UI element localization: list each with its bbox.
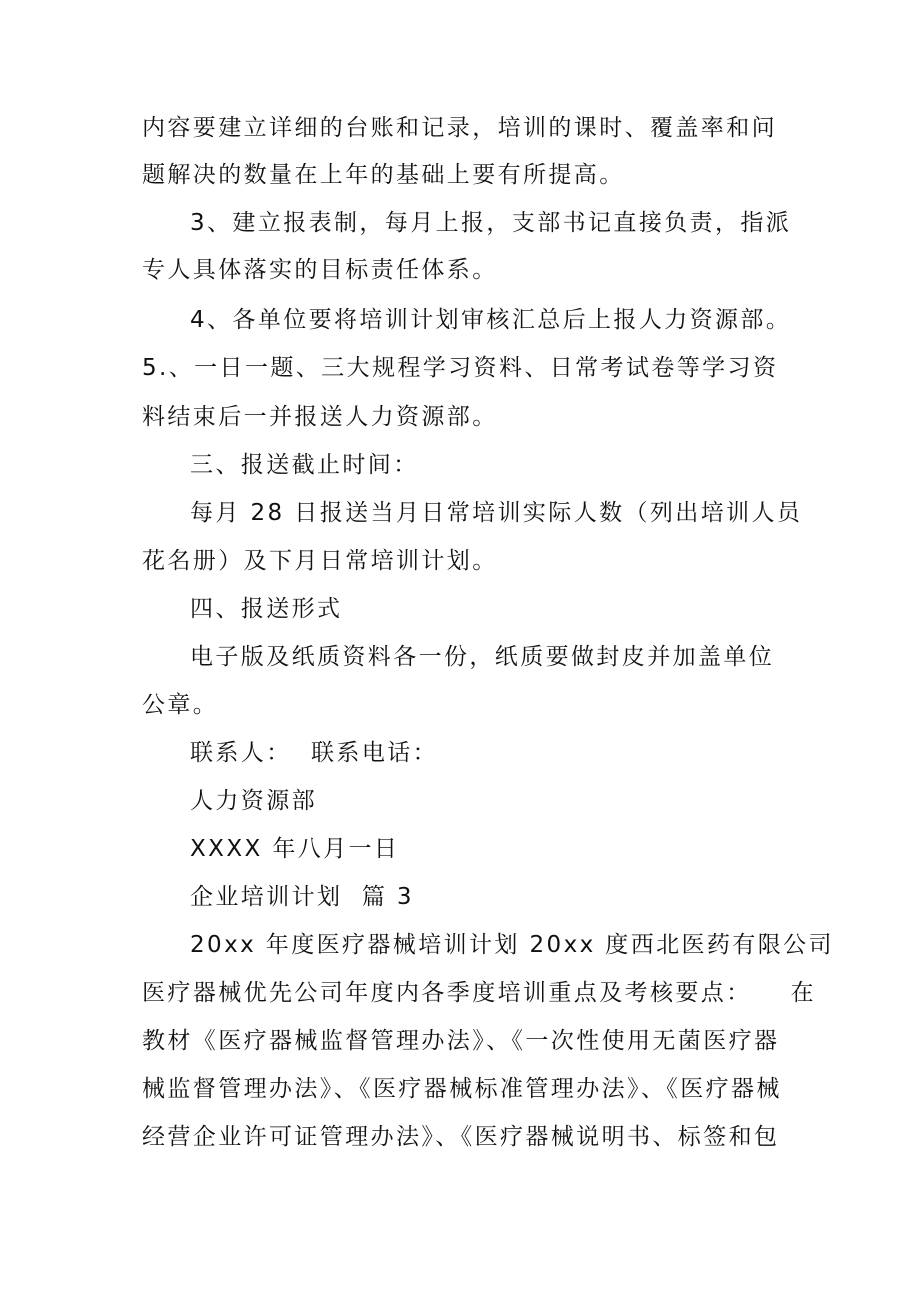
text-line: 料结束后一并报送人力资源部。 (142, 404, 498, 430)
text-line: 内容要建立详细的台账和记录，培训的课时、覆盖率和问 (142, 115, 777, 141)
contact-line: 联系人： 联系电话： (190, 740, 439, 766)
text-line: 械监督管理办法》、《医疗器械标准管理办法》、《医疗器械 (142, 1076, 782, 1102)
text-line: 电子版及纸质资料各一份，纸质要做封皮并加盖单位 (190, 644, 775, 670)
section-heading: 三、报送截止时间： (190, 452, 419, 478)
section-title: 企业培训计划 篇 3 (190, 884, 414, 910)
text-line: 20xx 年度医疗器械培训计划 20xx 度西北医药有限公司 (190, 932, 834, 958)
text-line: 医疗器械优先公司年度内各季度培训重点及考核要点： 在 (142, 980, 816, 1006)
department-signature: 人力资源部 (190, 788, 317, 814)
text-line: 花名册）及下月日常培训计划。 (142, 548, 498, 574)
text-line: 4、各单位要将培训计划审核汇总后上报人力资源部。 (190, 307, 792, 333)
text-line: 3、建立报表制，每月上报，支部书记直接负责，指派 (190, 210, 792, 236)
text-line: 教材《医疗器械监督管理办法》、《一次性使用无菌医疗器 (142, 1028, 780, 1054)
text-line: 题解决的数量在上年的基础上要有所提高。 (142, 162, 625, 188)
text-line: 经营企业许可证管理办法》、《医疗器械说明书、标签和包 (142, 1124, 780, 1150)
text-line: 专人具体落实的目标责任体系。 (142, 257, 498, 283)
section-heading: 四、报送形式 (190, 596, 343, 622)
date-line: XXXX 年八月一日 (190, 836, 400, 862)
text-line: 每月 28 日报送当月日常培训实际人数（列出培训人员 (190, 500, 803, 526)
text-line: 公章。 (142, 692, 219, 718)
text-line: 5.、一日一题、三大规程学习资料、日常考试卷等学习资 (142, 355, 779, 381)
